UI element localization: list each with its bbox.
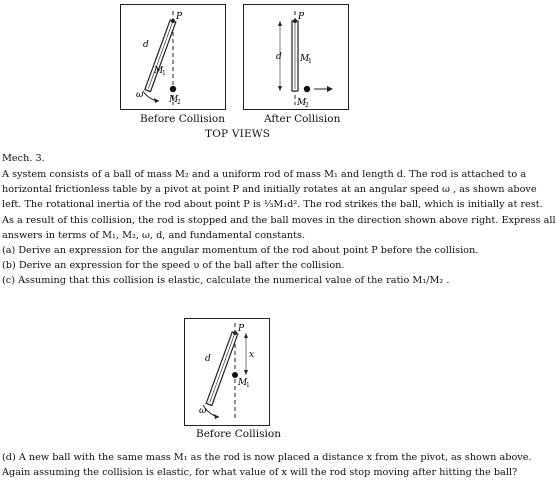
label-m2: M <box>169 95 179 105</box>
intro-line: answers in terms of M₁, M₂, ω, d, and fundamental constants. <box>2 229 306 241</box>
ball-m2 <box>170 86 176 92</box>
velocity-arrow <box>327 86 333 92</box>
pivot-point <box>233 331 237 335</box>
intro-line: horizontal frictionless table by a pivot at point P and initially rotates at an angular speed ω , as shown above <box>2 184 537 196</box>
top-views-title: TOP VIEWS <box>205 128 271 140</box>
svg-text:1: 1 <box>162 70 166 77</box>
lower-before-collision-caption: Before Collision <box>196 428 281 440</box>
lower-before-collision-figure <box>184 318 270 426</box>
before-collision-caption: Before Collision <box>140 113 225 125</box>
label-p: P <box>176 12 183 22</box>
label-d: d <box>143 40 149 50</box>
label-d: d <box>276 52 282 62</box>
label-omega: ω <box>199 406 207 416</box>
label-x: x <box>249 350 255 360</box>
part-d-line: (d) A new ball with the same mass M₁ as the rod is now placed a distance x from the pivot, as shown above. <box>2 452 532 463</box>
part-a: (a) Derive an expression for the angular momentum of the rod about point P before the collision. <box>2 245 479 257</box>
after-collision-figure <box>243 4 349 110</box>
after-collision-caption: After Collision <box>264 113 341 125</box>
part-c: (c) Assuming that this collision is elastic, calculate the numerical value of the ratio M₁/M₂ . <box>2 275 450 287</box>
intro-line: left. The rotational inertia of the rod about point P is ⅓M₁d². The rod strikes the ball, which is initially at rest. <box>2 199 543 211</box>
lower-before-collision-diagram <box>185 319 269 425</box>
label-d: d <box>205 354 211 364</box>
intro-line: As a result of this collision, the rod is stopped and the ball moves in the direction shown above right. Express all <box>2 214 556 226</box>
svg-text:2: 2 <box>177 99 181 106</box>
after-collision-diagram <box>244 5 348 109</box>
svg-text:1: 1 <box>246 382 250 389</box>
pivot-point <box>293 19 297 23</box>
label-m2: M <box>297 98 307 108</box>
before-collision-figure <box>120 4 226 110</box>
label-p: P <box>298 12 305 22</box>
part-d <box>2 450 532 480</box>
label-m1: M <box>238 378 248 388</box>
svg-text:2: 2 <box>305 102 309 109</box>
part-d-line: Again assuming the collision is elastic, for what value of x will the rod stop moving after hitting the ball? <box>2 467 518 479</box>
pivot-point <box>171 19 175 23</box>
before-collision-diagram <box>121 5 225 109</box>
label-m1: M <box>154 66 164 76</box>
label-p: P <box>238 324 245 334</box>
problem-heading: Mech. 3. <box>2 153 45 164</box>
label-m1: M <box>300 54 310 64</box>
part-b: (b) Derive an expression for the speed υ of the ball after the collision. <box>2 260 345 272</box>
intro-line: A system consists of a ball of mass M₂ and a uniform rod of mass M₁ and length d. The rod is attached to a <box>2 169 527 180</box>
svg-text:1: 1 <box>308 58 312 65</box>
problem-intro <box>2 167 556 289</box>
ball-m2 <box>304 86 310 92</box>
label-omega: ω <box>136 90 144 100</box>
